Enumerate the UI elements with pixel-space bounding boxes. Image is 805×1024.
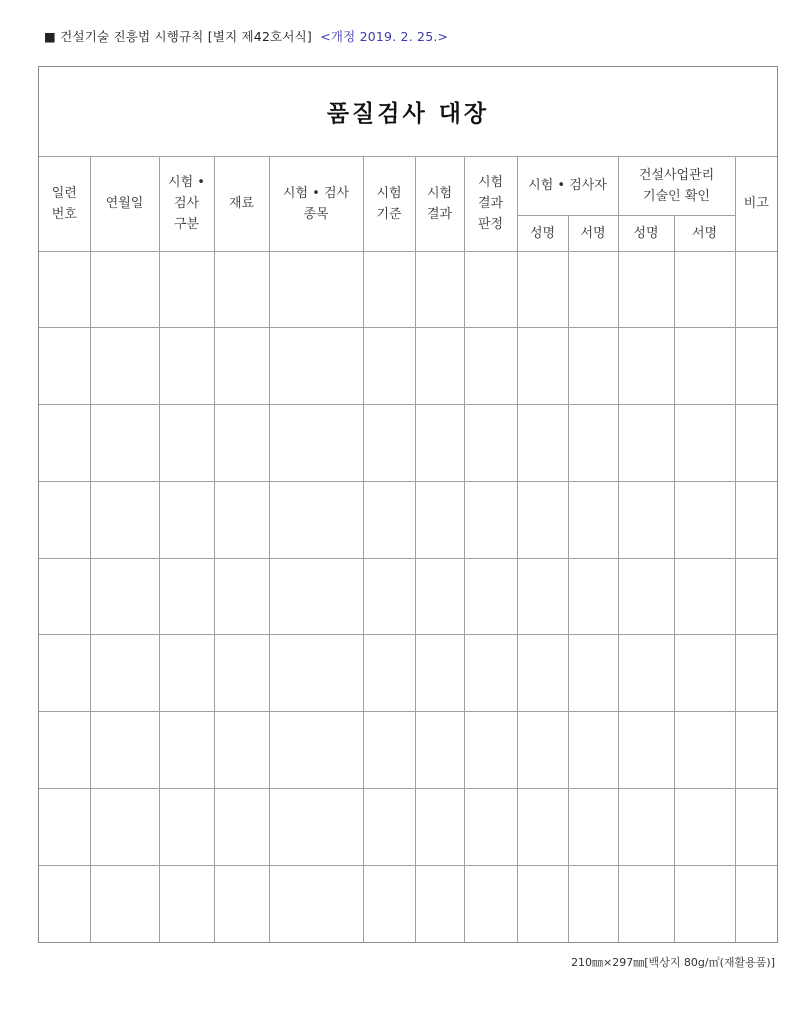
table-cell[interactable] <box>159 865 214 942</box>
table-cell[interactable] <box>517 789 568 866</box>
table-cell[interactable] <box>90 405 159 482</box>
table-cell[interactable] <box>39 328 90 405</box>
table-cell[interactable] <box>90 328 159 405</box>
table-cell[interactable] <box>735 635 777 712</box>
table-cell[interactable] <box>39 789 90 866</box>
table-cell[interactable] <box>464 635 517 712</box>
table-cell[interactable] <box>39 558 90 635</box>
table-cell[interactable] <box>517 712 568 789</box>
form-reference-line <box>44 27 448 45</box>
table-row <box>39 865 777 942</box>
table-cell[interactable] <box>90 558 159 635</box>
table-cell[interactable] <box>674 865 735 942</box>
table-cell[interactable] <box>674 251 735 328</box>
table-cell[interactable] <box>39 481 90 558</box>
table-row <box>39 251 777 328</box>
table-row <box>39 481 777 558</box>
table-cell[interactable] <box>674 405 735 482</box>
table-cell[interactable] <box>464 865 517 942</box>
table-cell[interactable] <box>363 251 415 328</box>
table-cell[interactable] <box>568 405 618 482</box>
table-cell[interactable] <box>269 635 363 712</box>
table-cell[interactable] <box>159 558 214 635</box>
table-cell[interactable] <box>159 789 214 866</box>
paper-spec: 210㎜×297㎜[백상지 80g/㎡(재활용품)] <box>571 956 775 969</box>
col-remarks: 비고 <box>735 157 777 251</box>
table-cell[interactable] <box>618 712 674 789</box>
table-cell[interactable] <box>90 635 159 712</box>
table-cell[interactable] <box>415 789 464 866</box>
table-cell[interactable] <box>159 635 214 712</box>
table-cell[interactable] <box>415 481 464 558</box>
table-cell[interactable] <box>363 865 415 942</box>
table-cell[interactable] <box>269 481 363 558</box>
table-cell[interactable] <box>517 405 568 482</box>
table-cell[interactable] <box>568 635 618 712</box>
col-result-judgment: 시험 결과 판정 <box>464 157 517 251</box>
table-cell[interactable] <box>159 481 214 558</box>
table-cell[interactable] <box>568 865 618 942</box>
table-cell[interactable] <box>39 635 90 712</box>
table-cell[interactable] <box>363 405 415 482</box>
table-cell[interactable] <box>735 328 777 405</box>
table-cell[interactable] <box>90 481 159 558</box>
table-cell[interactable] <box>517 558 568 635</box>
table-row <box>39 328 777 405</box>
table-cell[interactable] <box>517 251 568 328</box>
table-cell[interactable] <box>39 251 90 328</box>
table-cell[interactable] <box>674 558 735 635</box>
table-row <box>39 635 777 712</box>
table-cell[interactable] <box>269 712 363 789</box>
table-cell[interactable] <box>90 789 159 866</box>
table-cell[interactable] <box>269 405 363 482</box>
table-cell[interactable] <box>415 712 464 789</box>
col-material: 재료 <box>214 157 269 251</box>
table-cell[interactable] <box>214 405 269 482</box>
table-cell[interactable] <box>618 789 674 866</box>
col-manager-signature: 서명 <box>674 215 735 251</box>
table-row <box>39 712 777 789</box>
table-cell[interactable] <box>568 481 618 558</box>
table-cell[interactable] <box>214 635 269 712</box>
table-row <box>39 789 777 866</box>
table-cell[interactable] <box>568 251 618 328</box>
table-cell[interactable] <box>415 865 464 942</box>
table-cell[interactable] <box>517 328 568 405</box>
table-cell[interactable] <box>517 481 568 558</box>
table-cell[interactable] <box>415 328 464 405</box>
table-cell[interactable] <box>214 251 269 328</box>
table-cell[interactable] <box>464 405 517 482</box>
table-cell[interactable] <box>517 865 568 942</box>
table-cell[interactable] <box>464 481 517 558</box>
table-cell[interactable] <box>214 558 269 635</box>
col-test-item: 시험 • 검사 종목 <box>269 157 363 251</box>
col-test-result: 시험 결과 <box>415 157 464 251</box>
table-cell[interactable] <box>90 251 159 328</box>
table-cell[interactable] <box>674 328 735 405</box>
col-date: 연월일 <box>90 157 159 251</box>
table-cell[interactable] <box>464 712 517 789</box>
quality-inspection-ledger-form <box>38 66 778 943</box>
table-cell[interactable] <box>214 481 269 558</box>
table-cell[interactable] <box>39 712 90 789</box>
table-cell[interactable] <box>363 558 415 635</box>
col-manager-group: 건설사업관리 기술인 확인 <box>618 157 735 215</box>
table-cell[interactable] <box>269 328 363 405</box>
col-inspector-name: 성명 <box>517 215 568 251</box>
form-title: 품질검사 대장 <box>39 67 777 157</box>
table-cell[interactable] <box>363 481 415 558</box>
form-reference: ■ 건설기술 진흥법 시행규칙 [별지 제42호서식] <box>44 29 313 44</box>
table-cell[interactable] <box>415 558 464 635</box>
table-cell[interactable] <box>363 712 415 789</box>
table-cell[interactable] <box>735 789 777 866</box>
table-cell[interactable] <box>90 865 159 942</box>
table-cell[interactable] <box>674 481 735 558</box>
table-cell[interactable] <box>674 712 735 789</box>
table-cell[interactable] <box>735 481 777 558</box>
col-manager-name: 성명 <box>618 215 674 251</box>
ledger-body <box>39 251 777 942</box>
col-test-type: 시험 • 검사 구분 <box>159 157 214 251</box>
table-cell[interactable] <box>464 789 517 866</box>
amendment-date: <개정 2019. 2. 25.> <box>320 29 449 44</box>
table-cell[interactable] <box>568 789 618 866</box>
table-cell[interactable] <box>269 789 363 866</box>
table-cell[interactable] <box>735 712 777 789</box>
col-inspector-group: 시험 • 검사자 <box>517 157 618 215</box>
table-row <box>39 405 777 482</box>
table-cell[interactable] <box>363 635 415 712</box>
table-cell[interactable] <box>159 328 214 405</box>
table-cell[interactable] <box>363 328 415 405</box>
table-cell[interactable] <box>159 405 214 482</box>
header-row <box>39 157 777 215</box>
table-cell[interactable] <box>618 865 674 942</box>
ledger-table <box>39 157 777 942</box>
table-cell[interactable] <box>735 251 777 328</box>
table-cell[interactable] <box>39 405 90 482</box>
table-cell[interactable] <box>618 481 674 558</box>
table-cell[interactable] <box>39 865 90 942</box>
table-cell[interactable] <box>568 328 618 405</box>
table-cell[interactable] <box>214 328 269 405</box>
table-cell[interactable] <box>618 405 674 482</box>
table-cell[interactable] <box>269 251 363 328</box>
table-cell[interactable] <box>363 789 415 866</box>
table-cell[interactable] <box>464 251 517 328</box>
table-cell[interactable] <box>517 635 568 712</box>
table-cell[interactable] <box>214 865 269 942</box>
col-test-standard: 시험 기준 <box>363 157 415 251</box>
table-cell[interactable] <box>735 865 777 942</box>
table-cell[interactable] <box>415 405 464 482</box>
table-cell[interactable] <box>674 789 735 866</box>
table-cell[interactable] <box>269 865 363 942</box>
table-cell[interactable] <box>269 558 363 635</box>
table-cell[interactable] <box>618 635 674 712</box>
table-cell[interactable] <box>674 635 735 712</box>
table-cell[interactable] <box>90 712 159 789</box>
table-cell[interactable] <box>415 635 464 712</box>
col-inspector-signature: 서명 <box>568 215 618 251</box>
table-cell[interactable] <box>464 558 517 635</box>
table-row <box>39 558 777 635</box>
col-serial-no: 일련 번호 <box>39 157 90 251</box>
table-cell[interactable] <box>735 405 777 482</box>
table-cell[interactable] <box>464 328 517 405</box>
table-cell[interactable] <box>568 712 618 789</box>
table-cell[interactable] <box>214 712 269 789</box>
table-cell[interactable] <box>415 251 464 328</box>
table-cell[interactable] <box>618 558 674 635</box>
table-cell[interactable] <box>568 558 618 635</box>
table-cell[interactable] <box>618 328 674 405</box>
table-cell[interactable] <box>159 251 214 328</box>
table-cell[interactable] <box>214 789 269 866</box>
table-cell[interactable] <box>159 712 214 789</box>
table-cell[interactable] <box>735 558 777 635</box>
table-cell[interactable] <box>618 251 674 328</box>
